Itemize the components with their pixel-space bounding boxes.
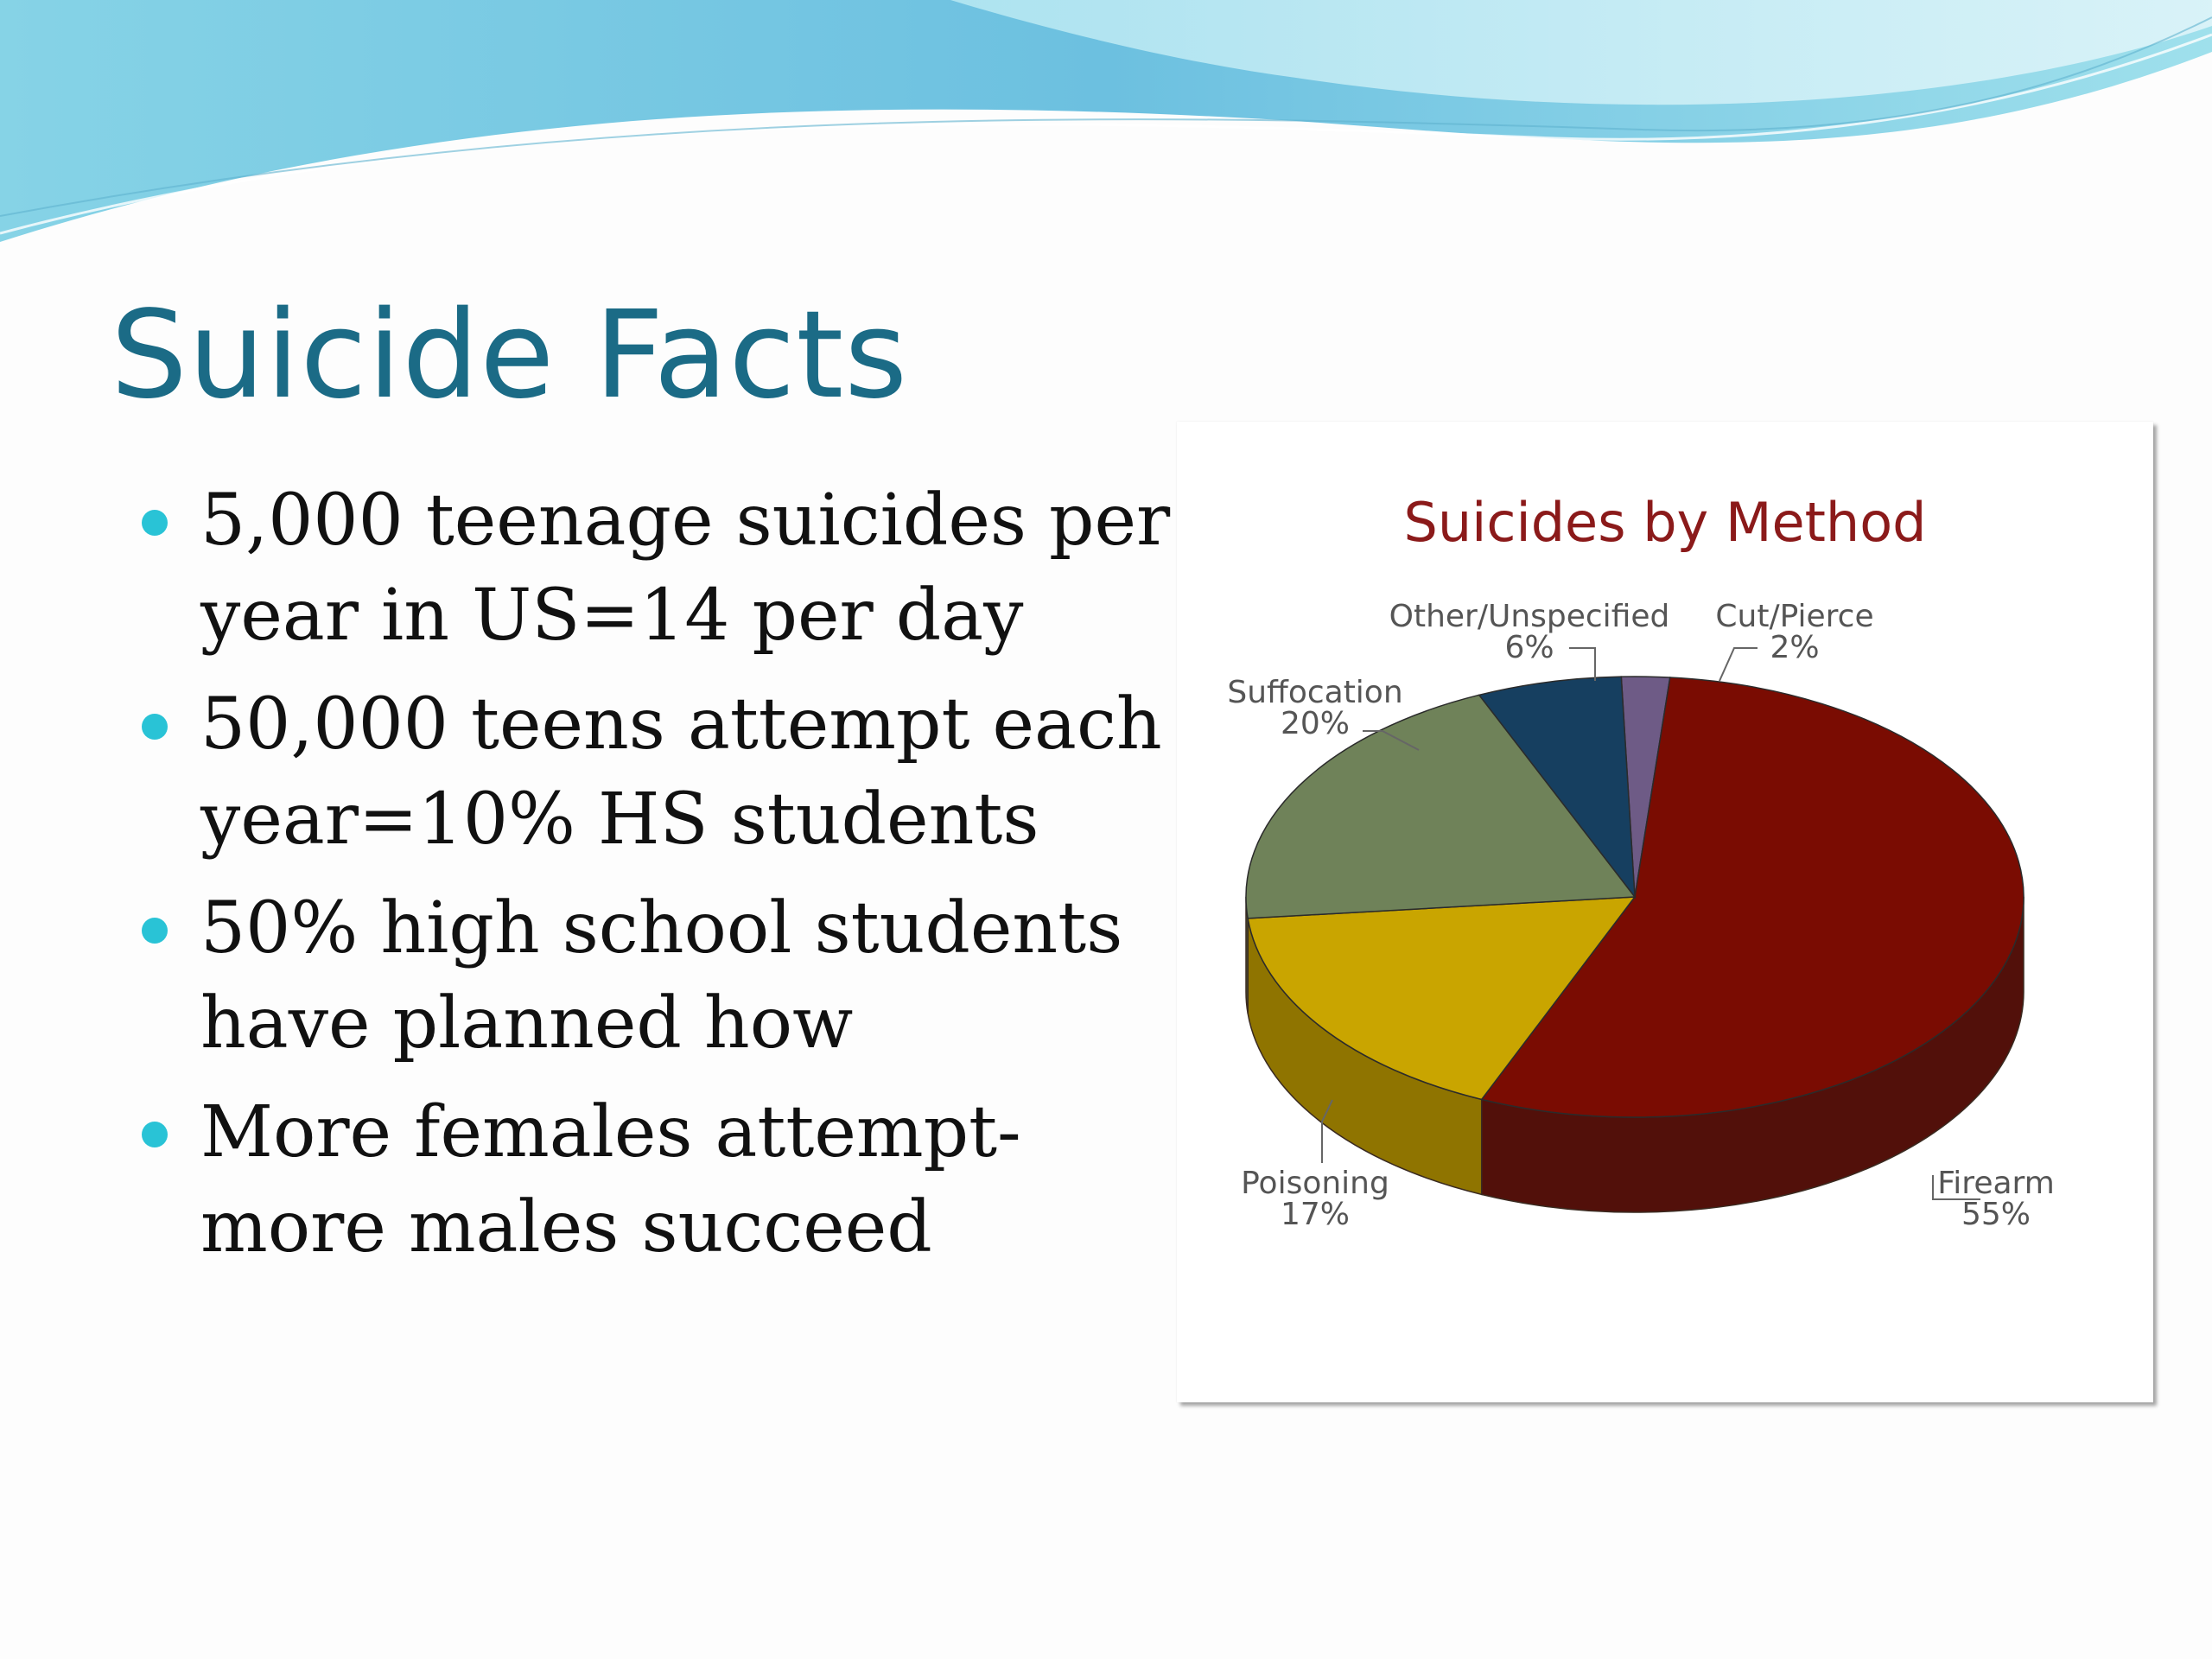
pie-chart bbox=[1177, 422, 2153, 1402]
bullet-text: 50,000 teens attempt each year=10% HS students bbox=[200, 683, 1162, 861]
bullet-list bbox=[138, 474, 1192, 1289]
bullet-item bbox=[138, 474, 1192, 664]
slice-label: Suffocation bbox=[1227, 675, 1403, 710]
pie-chart-panel bbox=[1177, 422, 2153, 1402]
bullet-dot-icon bbox=[142, 510, 168, 536]
header-wave-decoration bbox=[0, 0, 2212, 259]
slice-label: Poisoning bbox=[1241, 1166, 1389, 1201]
bullet-item bbox=[138, 1085, 1192, 1275]
slice-value-label: 55% bbox=[1961, 1197, 2031, 1232]
slice-value-label: 2% bbox=[1770, 630, 1820, 665]
slice-value-label: 6% bbox=[1504, 630, 1554, 665]
slice-value-label: 17% bbox=[1280, 1197, 1351, 1232]
slice-value-label: 20% bbox=[1280, 706, 1351, 741]
chart-title: Suicides by Method bbox=[1403, 491, 1927, 554]
leader-line bbox=[1569, 648, 1595, 681]
bullet-dot-icon bbox=[142, 1122, 168, 1147]
slide-title: Suicide Facts bbox=[111, 285, 909, 426]
leader-line bbox=[1719, 648, 1758, 681]
slice-label: Firearm bbox=[1937, 1166, 2055, 1201]
bullet-item bbox=[138, 677, 1192, 868]
bullet-text: More females attempt-more males succeed bbox=[200, 1091, 1021, 1268]
slice-label: Cut/Pierce bbox=[1715, 599, 1874, 634]
bullet-dot-icon bbox=[142, 714, 168, 740]
bullet-item bbox=[138, 881, 1192, 1071]
bullet-text: 50% high school students have planned how bbox=[200, 887, 1123, 1065]
bullet-dot-icon bbox=[142, 918, 168, 944]
bullet-text: 5,000 teenage suicides per year in US=14 per day bbox=[200, 480, 1171, 657]
slice-label: Other/Unspecified bbox=[1389, 599, 1670, 634]
